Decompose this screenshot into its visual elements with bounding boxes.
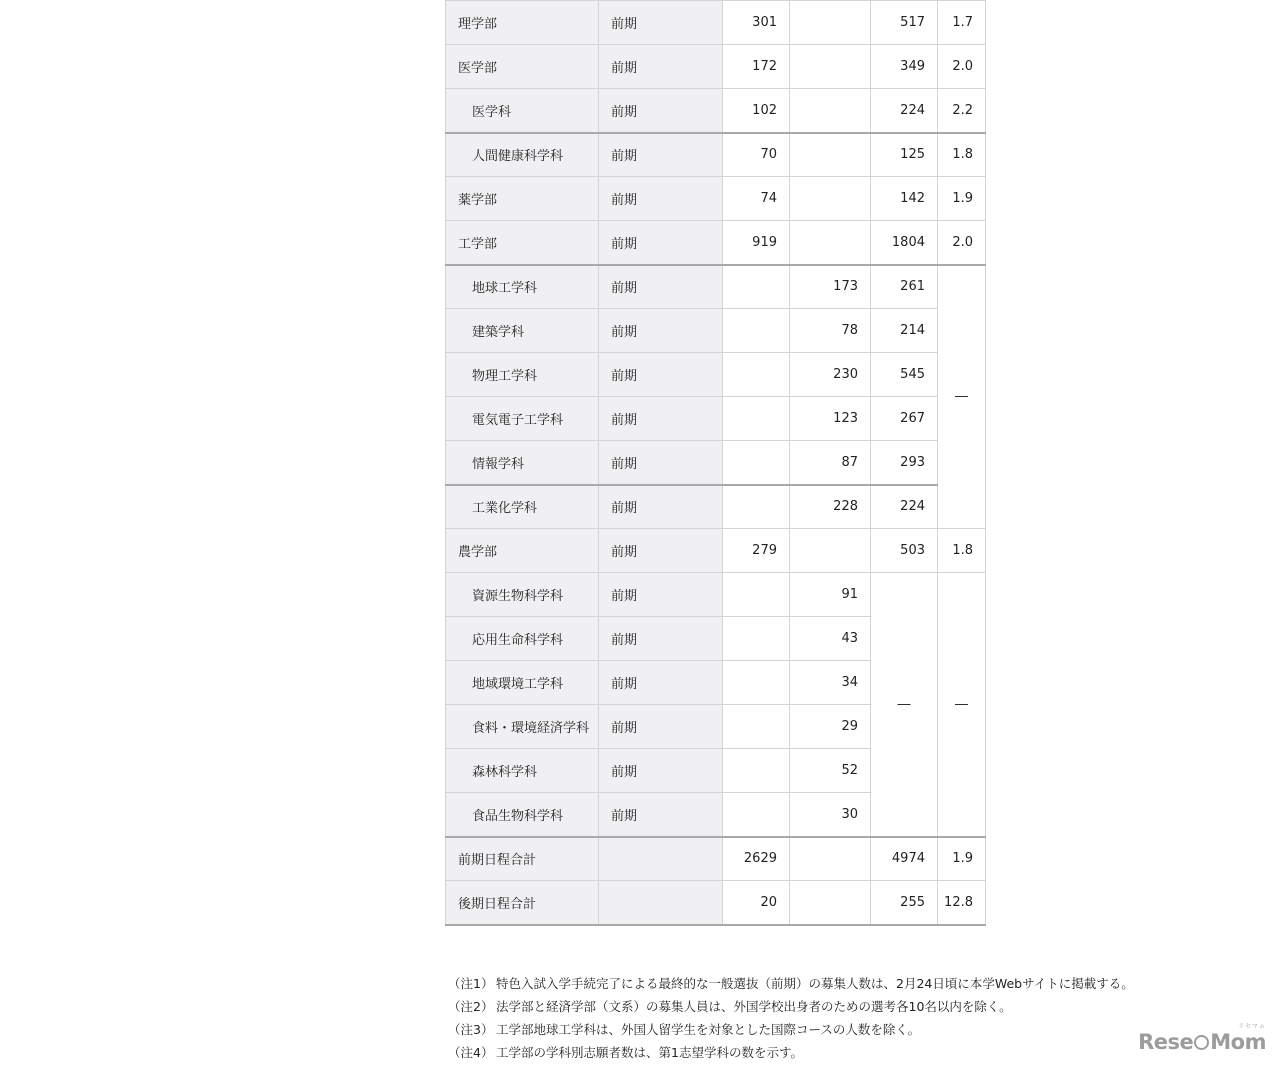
footnote	[448, 1041, 1134, 1064]
row-dept-capacity: 173	[790, 265, 871, 309]
row-applicants: 125	[871, 133, 938, 177]
row-ratio: 1.8	[938, 133, 986, 177]
row-ratio: 12.8	[938, 881, 986, 925]
row-name: 地域環境工学科	[446, 661, 599, 705]
row-name: 理学部	[446, 1, 599, 45]
row-capacity: 74	[723, 177, 790, 221]
logo-text-before: Rese	[1138, 1030, 1194, 1054]
row-name: 医学科	[446, 89, 599, 133]
logo-dot-icon	[1194, 1035, 1209, 1050]
row-dept-capacity: 30	[790, 793, 871, 837]
row-term: 前期	[599, 793, 723, 837]
row-ratio: 1.9	[938, 837, 986, 881]
row-name: 工業化学科	[446, 485, 599, 529]
row-applicants: 261	[871, 265, 938, 309]
row-capacity: 2629	[723, 837, 790, 881]
row-applicants: 224	[871, 485, 938, 529]
row-ratio: 1.7	[938, 1, 986, 45]
table-row	[446, 837, 986, 881]
row-capacity	[723, 441, 790, 485]
row-name: 食料・環境経済学科	[446, 705, 599, 749]
table-row	[446, 529, 986, 573]
footnote-text: 工学部地球工学科は、外国人留学生を対象とした国際コースの人数を除く。	[496, 1022, 921, 1037]
row-applicants: 1804	[871, 221, 938, 265]
row-name: 後期日程合計	[446, 881, 599, 925]
row-name: 電気電子工学科	[446, 397, 599, 441]
table-row	[446, 309, 986, 353]
row-applicants: 267	[871, 397, 938, 441]
row-term: 前期	[599, 705, 723, 749]
row-dept-capacity	[790, 221, 871, 265]
row-term: 前期	[599, 397, 723, 441]
row-capacity	[723, 617, 790, 661]
footnotes	[448, 972, 1134, 1064]
footnote-label: （注4）	[448, 1045, 494, 1060]
row-term: 前期	[599, 661, 723, 705]
logo-text-after: Mom	[1210, 1030, 1266, 1054]
row-name: 物理工学科	[446, 353, 599, 397]
row-applicants: 293	[871, 441, 938, 485]
row-name: 応用生命科学科	[446, 617, 599, 661]
row-capacity: 102	[723, 89, 790, 133]
row-applicants: 503	[871, 529, 938, 573]
row-term: 前期	[599, 441, 723, 485]
row-name: 前期日程合計	[446, 837, 599, 881]
row-term: 前期	[599, 529, 723, 573]
table-row	[446, 89, 986, 133]
row-name: 医学部	[446, 45, 599, 89]
row-term: 前期	[599, 45, 723, 89]
row-term: 前期	[599, 573, 723, 617]
row-name: 建築学科	[446, 309, 599, 353]
row-dept-capacity	[790, 45, 871, 89]
row-name: 資源生物科学科	[446, 573, 599, 617]
table-row	[446, 397, 986, 441]
row-capacity	[723, 353, 790, 397]
row-capacity	[723, 705, 790, 749]
footnote	[448, 1018, 1134, 1041]
row-term: 前期	[599, 617, 723, 661]
row-term: 前期	[599, 221, 723, 265]
merged-applicants-cell: ―	[871, 573, 938, 837]
row-ratio: 1.8	[938, 529, 986, 573]
row-term: 前期	[599, 1, 723, 45]
row-dept-capacity: 123	[790, 397, 871, 441]
footnote-label: （注1）	[448, 976, 494, 991]
row-term: 前期	[599, 133, 723, 177]
footnote	[448, 995, 1134, 1018]
row-capacity	[723, 397, 790, 441]
row-applicants: 214	[871, 309, 938, 353]
table-row	[446, 441, 986, 485]
row-dept-capacity: 228	[790, 485, 871, 529]
table-row	[446, 485, 986, 529]
row-dept-capacity: 230	[790, 353, 871, 397]
row-dept-capacity: 78	[790, 309, 871, 353]
row-term: 前期	[599, 749, 723, 793]
row-name: 農学部	[446, 529, 599, 573]
row-ratio: 2.0	[938, 221, 986, 265]
row-dept-capacity: 29	[790, 705, 871, 749]
row-capacity	[723, 265, 790, 309]
row-dept-capacity: 34	[790, 661, 871, 705]
row-dept-capacity	[790, 177, 871, 221]
table-row	[446, 573, 986, 617]
row-dept-capacity: 43	[790, 617, 871, 661]
row-capacity	[723, 309, 790, 353]
merged-ratio-cell: ―	[938, 573, 986, 837]
table-row	[446, 133, 986, 177]
table-row	[446, 45, 986, 89]
row-capacity: 20	[723, 881, 790, 925]
row-ratio: 1.9	[938, 177, 986, 221]
row-term: 前期	[599, 485, 723, 529]
row-name: 地球工学科	[446, 265, 599, 309]
row-term	[599, 881, 723, 925]
footnote	[448, 972, 1134, 995]
row-capacity: 301	[723, 1, 790, 45]
row-name: 人間健康科学科	[446, 133, 599, 177]
row-applicants: 255	[871, 881, 938, 925]
row-applicants: 224	[871, 89, 938, 133]
footnote-label: （注3）	[448, 1022, 494, 1037]
row-dept-capacity	[790, 89, 871, 133]
footnote-text: 法学部と経済学部（文系）の募集人員は、外国学校出身者のための選考各10名以内を除く。	[496, 999, 1012, 1014]
table-row	[446, 1, 986, 45]
resemom-logo	[1138, 1023, 1266, 1054]
row-term: 前期	[599, 309, 723, 353]
row-term: 前期	[599, 353, 723, 397]
row-applicants: 517	[871, 1, 938, 45]
footnote-text: 特色入試入学手続完了による最終的な一般選抜（前期）の募集人数は、2月24日頃に本学Webサイトに掲載する。	[496, 976, 1134, 991]
row-applicants: 142	[871, 177, 938, 221]
table-row	[446, 353, 986, 397]
row-dept-capacity	[790, 133, 871, 177]
row-applicants: 545	[871, 353, 938, 397]
row-capacity: 919	[723, 221, 790, 265]
row-name: 薬学部	[446, 177, 599, 221]
row-capacity: 172	[723, 45, 790, 89]
row-term	[599, 837, 723, 881]
row-ratio: 2.2	[938, 89, 986, 133]
row-dept-capacity	[790, 529, 871, 573]
row-capacity	[723, 573, 790, 617]
table-row	[446, 221, 986, 265]
row-dept-capacity: 87	[790, 441, 871, 485]
row-applicants: 4974	[871, 837, 938, 881]
table-row	[446, 881, 986, 925]
merged-ratio-cell: ―	[938, 265, 986, 529]
row-name: 食品生物科学科	[446, 793, 599, 837]
table-row	[446, 265, 986, 309]
row-term: 前期	[599, 177, 723, 221]
row-name: 森林科学科	[446, 749, 599, 793]
row-dept-capacity: 91	[790, 573, 871, 617]
row-capacity: 279	[723, 529, 790, 573]
row-dept-capacity: 52	[790, 749, 871, 793]
row-capacity	[723, 661, 790, 705]
row-capacity	[723, 749, 790, 793]
row-term: 前期	[599, 89, 723, 133]
row-capacity	[723, 793, 790, 837]
table-row	[446, 177, 986, 221]
row-name: 工学部	[446, 221, 599, 265]
row-dept-capacity	[790, 1, 871, 45]
row-ratio: 2.0	[938, 45, 986, 89]
admission-table	[445, 0, 986, 926]
footnote-label: （注2）	[448, 999, 494, 1014]
footnote-text: 工学部の学科別志願者数は、第1志望学科の数を示す。	[496, 1045, 803, 1060]
row-applicants: 349	[871, 45, 938, 89]
row-dept-capacity	[790, 837, 871, 881]
row-capacity	[723, 485, 790, 529]
row-dept-capacity	[790, 881, 871, 925]
logo-ruby: リセマム	[1238, 1023, 1266, 1030]
row-capacity: 70	[723, 133, 790, 177]
row-name: 情報学科	[446, 441, 599, 485]
row-term: 前期	[599, 265, 723, 309]
